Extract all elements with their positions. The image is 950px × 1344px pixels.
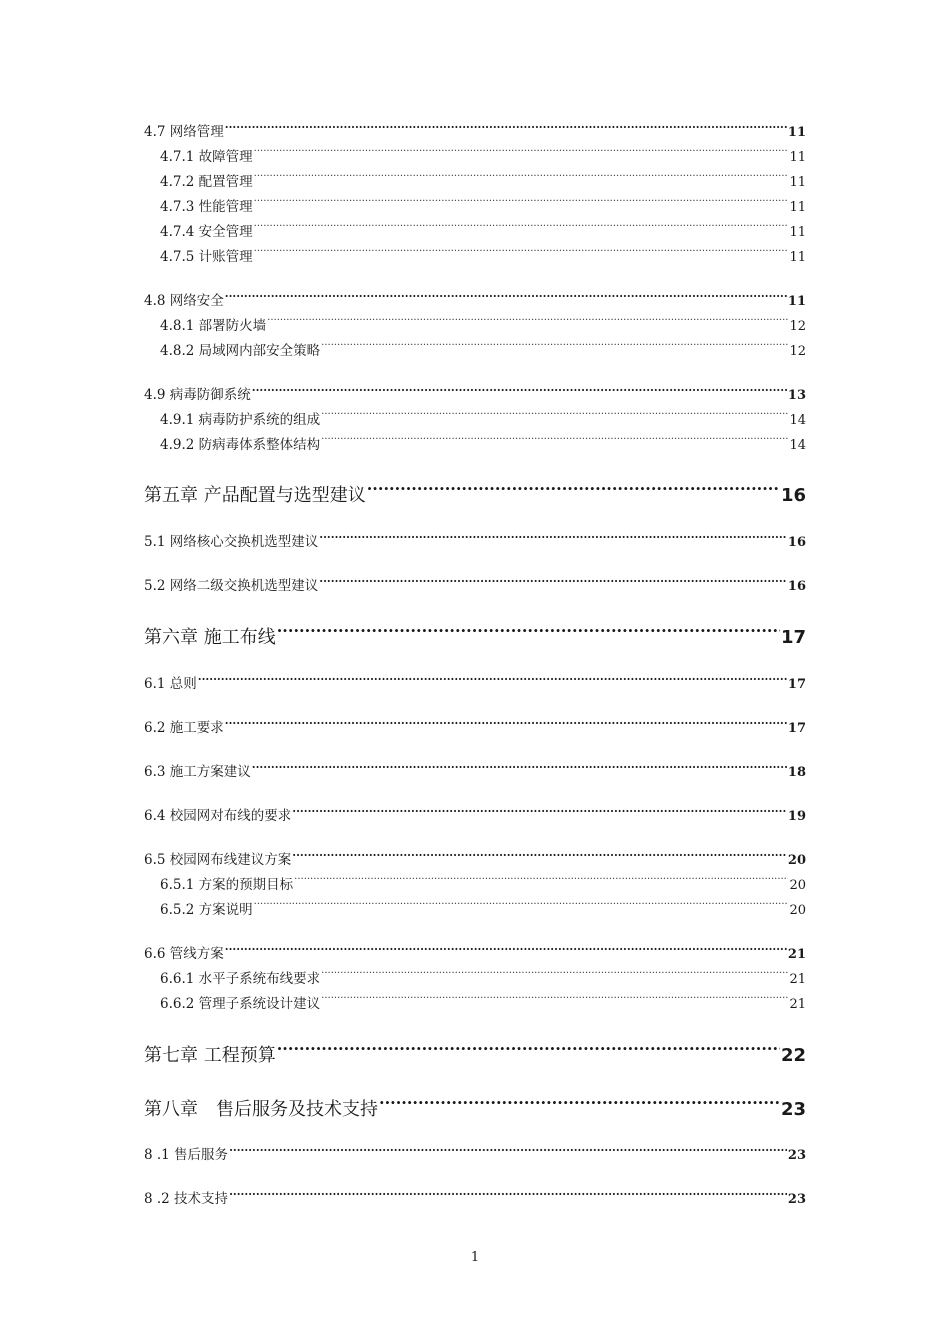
toc-entry-page: 16 <box>780 485 806 506</box>
toc-entry[interactable] <box>144 383 806 401</box>
toc-entry-page: 11 <box>789 200 806 215</box>
dot-leader <box>252 762 787 776</box>
toc-entry-label: 6.5.2 方案说明 <box>160 902 253 918</box>
toc-chapter-entry[interactable] <box>144 481 806 505</box>
toc-entry-label: 5.2 网络二级交换机选型建议 <box>144 578 319 594</box>
toc-entry[interactable] <box>144 716 806 734</box>
toc-entry-page: 23 <box>780 1099 806 1120</box>
toc-entry-label: 4.7.3 性能管理 <box>160 199 253 215</box>
dot-leader <box>321 994 788 1008</box>
toc-entry[interactable] <box>160 873 806 891</box>
toc-entry[interactable] <box>160 992 806 1010</box>
dot-leader <box>292 806 787 820</box>
toc-chapter-entry[interactable] <box>144 1041 806 1065</box>
toc-entry-label: 4.9.2 防病毒体系整体结构 <box>160 437 321 453</box>
toc-entry-page: 17 <box>787 677 806 692</box>
toc-entry-page: 11 <box>789 250 806 265</box>
dot-leader <box>321 341 788 355</box>
toc-entry-label: 4.8.1 部署防火墙 <box>160 318 267 334</box>
toc-entry[interactable] <box>144 760 806 778</box>
dot-leader <box>267 316 788 330</box>
toc-entry[interactable] <box>160 145 806 163</box>
toc-entry-label: 6.1 总则 <box>144 676 197 692</box>
toc-entry-page: 17 <box>787 721 806 736</box>
toc-entry-page: 22 <box>780 1045 806 1066</box>
toc-entry[interactable] <box>144 942 806 960</box>
dot-leader <box>321 435 788 449</box>
page-number: 1 <box>470 1250 480 1265</box>
toc-entry-label: 4.9.1 病毒防护系统的组成 <box>160 412 321 428</box>
toc-entry-page: 12 <box>789 319 806 334</box>
toc-entry-page: 18 <box>787 765 806 780</box>
toc-entry-label: 4.7.5 计账管理 <box>160 249 253 265</box>
toc-chapter-entry[interactable] <box>144 623 806 647</box>
dot-leader <box>254 222 789 236</box>
dot-leader <box>294 875 788 889</box>
toc-entry[interactable] <box>160 898 806 916</box>
toc-entry[interactable] <box>160 339 806 357</box>
dot-leader <box>225 291 787 305</box>
toc-entry[interactable] <box>144 574 806 592</box>
toc-entry-label: 5.1 网络核心交换机选型建议 <box>144 534 319 550</box>
toc-entry[interactable] <box>160 245 806 263</box>
toc-entry[interactable] <box>144 804 806 822</box>
dot-leader <box>321 410 788 424</box>
toc-entry-page: 17 <box>780 627 806 648</box>
dot-leader <box>379 1095 780 1115</box>
toc-entry[interactable] <box>160 195 806 213</box>
toc-entry-label: 4.7.4 安全管理 <box>160 224 253 240</box>
toc-entry-label: 4.8 网络安全 <box>144 293 224 309</box>
toc-entry-page: 11 <box>789 225 806 240</box>
toc-entry-label: 4.7.1 故障管理 <box>160 149 253 165</box>
dot-leader <box>319 532 787 546</box>
toc-entry-page: 11 <box>789 150 806 165</box>
toc-entry-page: 16 <box>787 535 806 550</box>
toc-entry-label: 6.3 施工方案建议 <box>144 764 251 780</box>
toc-entry-label: 6.6.1 水平子系统布线要求 <box>160 971 321 987</box>
toc-entry-label: 8 .1 售后服务 <box>144 1147 229 1163</box>
toc-entry-page: 20 <box>789 903 806 918</box>
toc-entry-label: 第八章 售后服务及技术支持 <box>144 1099 378 1120</box>
toc-entry[interactable] <box>160 220 806 238</box>
toc-entry-label: 4.9 病毒防御系统 <box>144 387 251 403</box>
toc-entry[interactable] <box>144 1143 806 1161</box>
toc-entry-label: 第五章 产品配置与选型建议 <box>144 485 366 506</box>
dot-leader <box>225 718 787 732</box>
toc-entry-page: 14 <box>789 438 806 453</box>
toc-entry-page: 11 <box>787 294 806 309</box>
dot-leader <box>254 900 789 914</box>
toc-entry-page: 16 <box>787 579 806 594</box>
dot-leader <box>254 147 789 161</box>
toc-entry[interactable] <box>160 408 806 426</box>
dot-leader <box>277 623 780 643</box>
dot-leader <box>292 850 787 864</box>
toc-entry-page: 21 <box>789 997 806 1012</box>
toc-entry[interactable] <box>160 170 806 188</box>
dot-leader <box>254 247 789 261</box>
toc-entry-page: 23 <box>787 1192 806 1207</box>
toc-entry[interactable] <box>160 314 806 332</box>
dot-leader <box>319 576 787 590</box>
toc-entry[interactable] <box>160 967 806 985</box>
toc-entry[interactable] <box>144 1187 806 1205</box>
toc-entry-page: 14 <box>789 413 806 428</box>
toc-entry-page: 21 <box>789 972 806 987</box>
dot-leader <box>252 385 787 399</box>
toc-entry-label: 8 .2 技术支持 <box>144 1191 229 1207</box>
toc-entry-label: 4.8.2 局域网内部安全策略 <box>160 343 321 359</box>
toc-chapter-entry[interactable] <box>144 1095 806 1119</box>
dot-leader <box>254 197 789 211</box>
toc-entry-page: 21 <box>787 947 806 962</box>
toc-entry-label: 6.6 管线方案 <box>144 946 224 962</box>
toc-entry-label: 4.7 网络管理 <box>144 124 224 140</box>
dot-leader <box>277 1041 780 1061</box>
toc-entry-page: 11 <box>789 175 806 190</box>
dot-leader <box>198 674 787 688</box>
toc-entry-label: 6.5.1 方案的预期目标 <box>160 877 294 893</box>
dot-leader <box>229 1189 787 1203</box>
toc-entry-label: 6.4 校园网对布线的要求 <box>144 808 292 824</box>
dot-leader <box>229 1145 787 1159</box>
dot-leader <box>321 969 788 983</box>
dot-leader <box>254 172 789 186</box>
toc-entry-page: 20 <box>789 878 806 893</box>
toc-entry-page: 11 <box>787 125 806 140</box>
dot-leader <box>225 122 787 136</box>
toc-entry[interactable] <box>144 848 806 866</box>
toc-entry-label: 第六章 施工布线 <box>144 627 276 648</box>
toc-entry-label: 6.6.2 管理子系统设计建议 <box>160 996 321 1012</box>
toc-entry-label: 4.7.2 配置管理 <box>160 174 253 190</box>
toc-entry-page: 19 <box>787 809 806 824</box>
toc-entry-page: 12 <box>789 344 806 359</box>
dot-leader <box>367 481 780 501</box>
toc-entry-label: 第七章 工程预算 <box>144 1045 276 1066</box>
toc-entry-page: 13 <box>787 388 806 403</box>
dot-leader <box>225 944 787 958</box>
toc-entry[interactable] <box>144 672 806 690</box>
toc-entry-page: 20 <box>787 853 806 868</box>
toc-entry[interactable] <box>160 433 806 451</box>
toc-entry[interactable] <box>144 530 806 548</box>
toc-entry-label: 6.5 校园网布线建议方案 <box>144 852 292 868</box>
toc-entry[interactable] <box>144 289 806 307</box>
toc-entry-label: 6.2 施工要求 <box>144 720 224 736</box>
toc-entry[interactable] <box>144 120 806 138</box>
toc-entry-page: 23 <box>787 1148 806 1163</box>
